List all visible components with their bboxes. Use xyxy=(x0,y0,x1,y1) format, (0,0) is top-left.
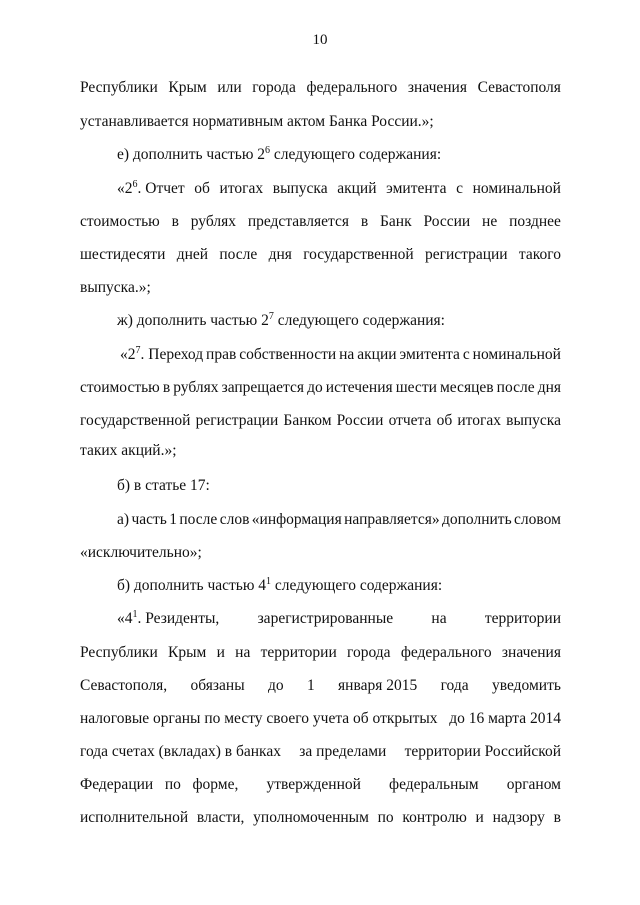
page-number: 10 xyxy=(312,32,328,48)
paragraph-line: «$2^7$. Переход прав собственности на акции эмитента с номинальной xyxy=(120,345,561,363)
paragraph-line: Республики Крым и на территории города федерального значения xyxy=(80,644,561,661)
paragraph-line: Федерации по форме, утвержденной федеральным органом xyxy=(80,776,561,793)
paragraph-line: а) часть 1 после слов «информация направляется» дополнить словом xyxy=(117,511,561,528)
paragraph-line: устанавливается нормативным актом Банка России.»; xyxy=(80,113,434,130)
paragraph-line: Республики Крым или города федерального значения Севастополя xyxy=(80,79,561,96)
paragraph-line: шестидесяти дней после дня государственной регистрации такого xyxy=(80,246,561,263)
paragraph-line: государственной регистрации Банком России отчета об итогах выпуска xyxy=(80,412,561,429)
paragraph-line: года счетах (вкладах) в банках за пределами территории Российской xyxy=(80,743,561,760)
paragraph-line: е) дополнить частью $2^6$ следующего содержания: xyxy=(117,145,442,163)
paragraph-line: «$2^6$. Отчет об итогах выпуска акций эмитента с номинальной xyxy=(117,179,561,197)
paragraph-line: б) в статье 17: xyxy=(117,477,210,494)
paragraph-line: исполнительной власти, уполномоченным по контролю и надзору в xyxy=(80,809,561,826)
paragraph-line: стоимостью в рублях представляется в Банк России не позднее xyxy=(80,213,561,230)
paragraph-line: б) дополнить частью $4^1$ следующего содержания: xyxy=(117,576,443,594)
paragraph-line: «$4^1$. Резиденты, зарегистрированные на территории xyxy=(117,609,561,627)
paragraph-line: Севастополя, обязаны до 1 января 2015 года уведомить xyxy=(80,677,561,694)
paragraph-line: налоговые органы по месту своего учета об открытых до 16 марта 2014 xyxy=(80,710,561,727)
paragraph-line: «исключительно»; xyxy=(80,544,202,561)
paragraph-line: выпуска.»; xyxy=(80,279,151,296)
paragraph-line: таких акций.»; xyxy=(80,442,177,459)
paragraph-line: ж) дополнить частью $2^7$ следующего содержания: xyxy=(117,311,445,329)
paragraph-line: стоимостью в рублях запрещается до истечения шести месяцев после дня xyxy=(80,379,561,396)
